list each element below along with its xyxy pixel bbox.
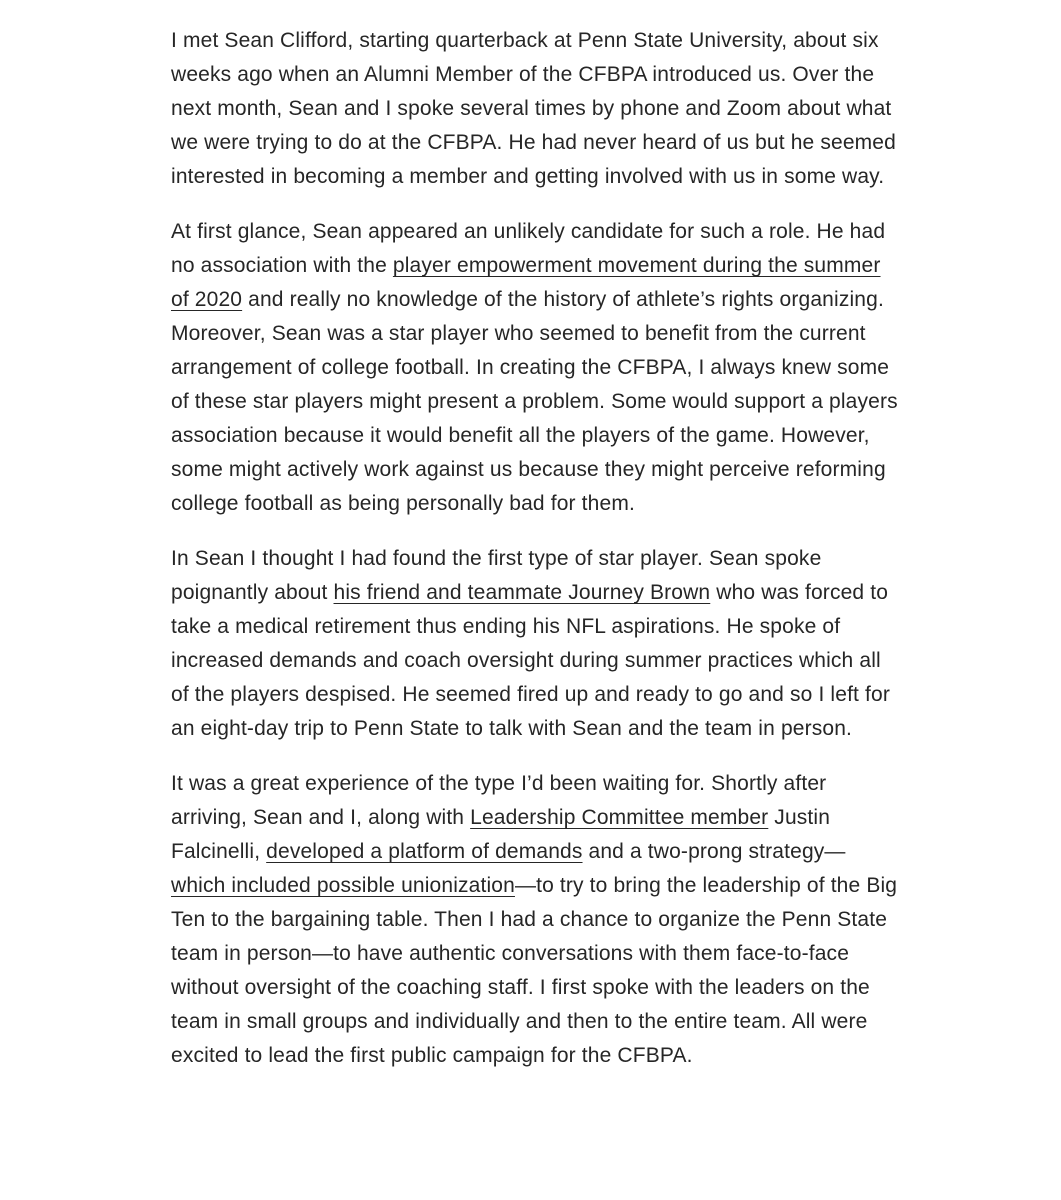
paragraph-3: [171, 542, 899, 746]
paragraph-4: [171, 767, 899, 1073]
paragraph-2-text-a: At first glance, Sean appeared an unlikely candidate for such a role. He had no association with the: [171, 220, 886, 277]
leadership-committee-link[interactable]: Leadership Committee member: [470, 806, 769, 829]
paragraph-2: [171, 215, 899, 521]
journey-brown-link[interactable]: his friend and teammate Journey Brown: [333, 581, 711, 604]
paragraph-4-text-d: —to try to bring the leadership of the Big Ten to the bargaining table. Then I had a chance to organize the Penn State team in person—to have authentic conversations with them face-to-face without oversight of the coaching staff. I first spoke with the leaders on the team in small groups and individually and then to the entire team. All were excited to lead the first public campaign for the CFBPA.: [171, 874, 898, 1067]
paragraph-4-text-b: Justin Falcinelli,: [171, 806, 831, 863]
platform-of-demands-link[interactable]: developed a platform of demands: [266, 840, 583, 863]
paragraph-3-text-a: In Sean I thought I had found the first type of star player. Sean spoke poignantly about: [171, 547, 822, 604]
article-body: [171, 24, 899, 1094]
paragraph-2-text-b: and really no knowledge of the history of athlete’s rights organizing. Moreover, Sean was a star player who seemed to benefit from the current arrangement of college football. In creating the CFBPA, I always knew some of these star players might present a problem. Some would support a players association because it would benefit all the players of the game. However, some might actively work against us because they might perceive reforming college football as being personally bad for them.: [171, 288, 898, 515]
paragraph-4-text-a: It was a great experience of the type I’d been waiting for. Shortly after arriving, Sean and I, along with: [171, 772, 827, 829]
paragraph-1-text: I met Sean Clifford, starting quarterback at Penn State University, about six weeks ago when an Alumni Member of the CFBPA introduced us. Over the next month, Sean and I spoke several times by phone and Zoom about what we were trying to do at the CFBPA. He had never heard of us but he seemed interested in becoming a member and getting involved with us in some way.: [171, 29, 896, 188]
player-empowerment-link[interactable]: player empowerment movement during the summer of 2020: [171, 254, 881, 311]
paragraph-1: [171, 24, 899, 194]
paragraph-3-text-b: who was forced to take a medical retirement thus ending his NFL aspirations. He spoke of increased demands and coach oversight during summer practices which all of the players despised. He seemed fired up and ready to go and so I left for an eight-day trip to Penn State to talk with Sean and the team in person.: [171, 581, 890, 740]
possible-unionization-link[interactable]: which included possible unionization: [171, 874, 515, 897]
paragraph-4-text-c: and a two-prong strategy—: [582, 840, 846, 863]
